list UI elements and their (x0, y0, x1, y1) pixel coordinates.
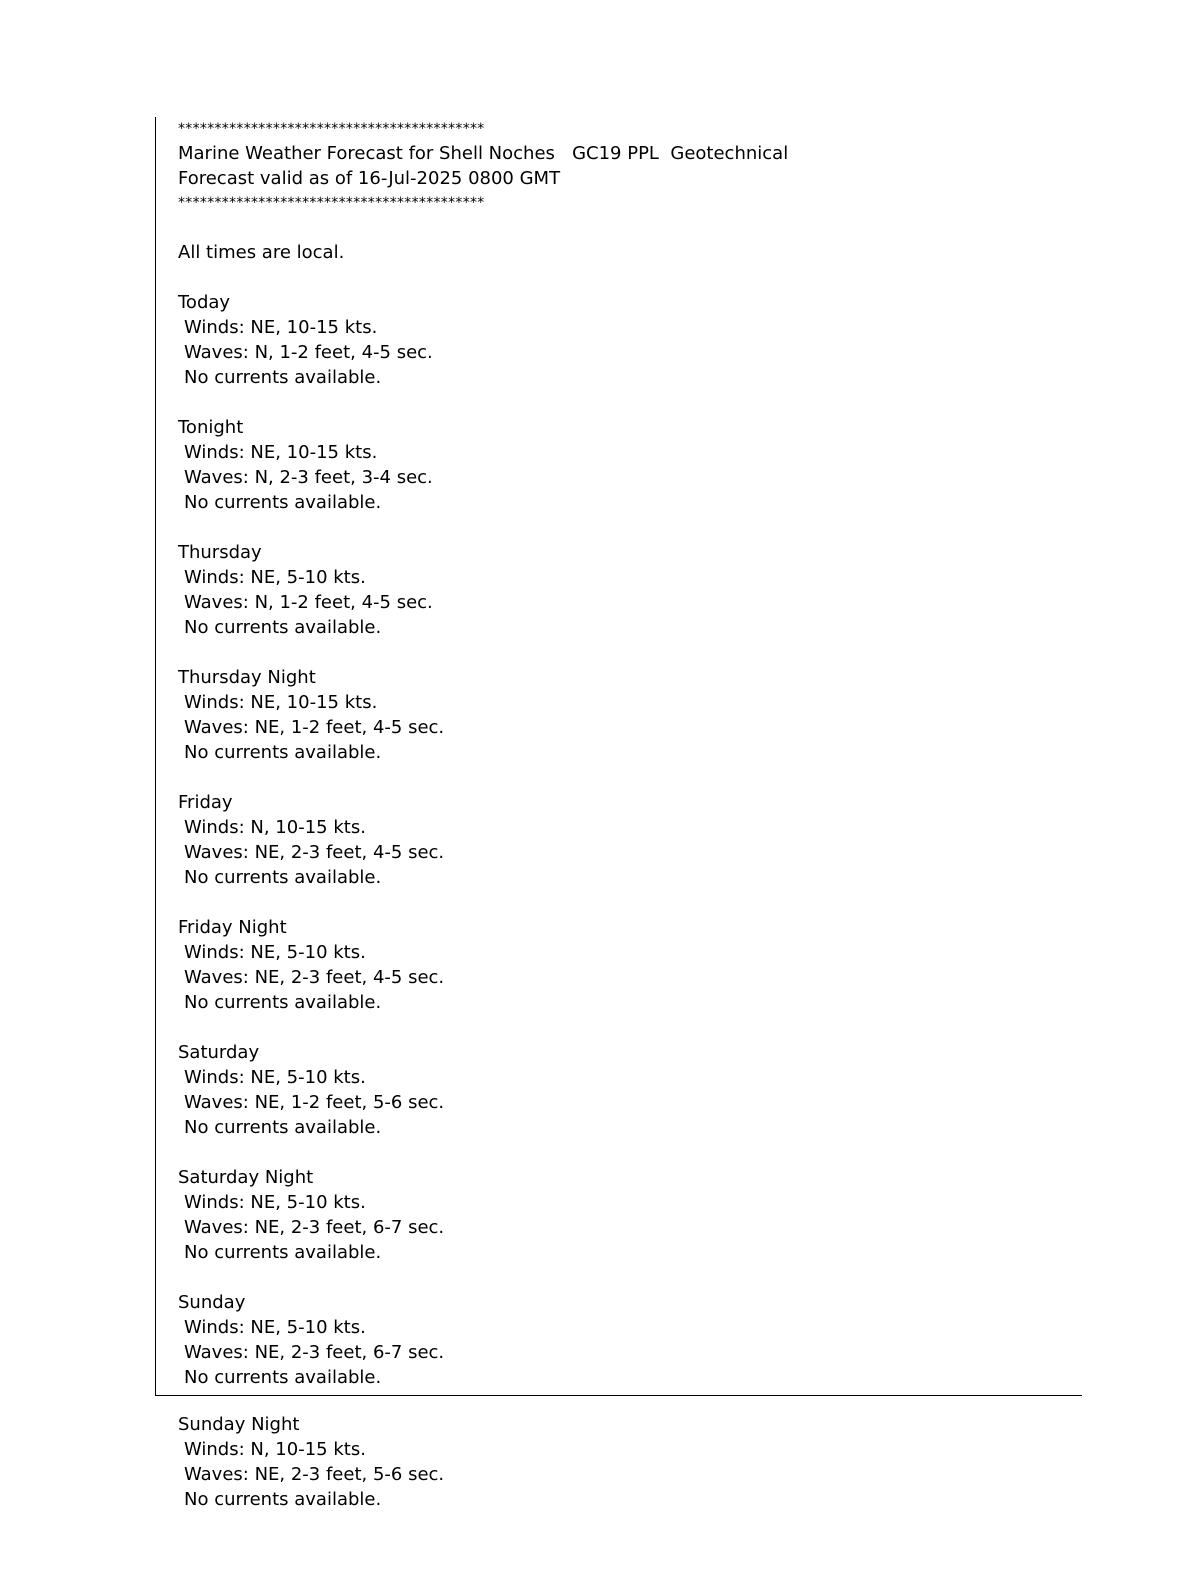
period-waves: Waves: NE, 1-2 feet, 4-5 sec. (184, 717, 445, 738)
period-name: Saturday Night (178, 1167, 314, 1188)
period-waves: Waves: NE, 2-3 feet, 6-7 sec. (184, 1217, 445, 1238)
forecast-period-friday-night (178, 915, 1078, 1040)
period-currents: No currents available. (184, 867, 382, 888)
spacer (178, 215, 1078, 240)
period-name: Today (178, 292, 231, 313)
spacer (178, 1015, 1078, 1040)
period-waves: Waves: NE, 2-3 feet, 4-5 sec. (184, 842, 445, 863)
period-winds: Winds: NE, 10-15 kts. (184, 317, 378, 338)
forecast-periods-page-two (178, 1412, 1078, 1512)
period-name: Tonight (178, 417, 244, 438)
period-name: Friday (178, 792, 233, 813)
period-name: Thursday (178, 542, 262, 563)
period-currents: No currents available. (184, 617, 382, 638)
period-waves: Waves: NE, 1-2 feet, 5-6 sec. (184, 1092, 445, 1113)
period-waves: Waves: N, 2-3 feet, 3-4 sec. (184, 467, 433, 488)
forecast-valid-time: Forecast valid as of 16-Jul-2025 0800 GMT (178, 168, 561, 189)
period-name: Thursday Night (178, 667, 316, 688)
period-winds: Winds: N, 10-15 kts. (184, 817, 366, 838)
period-winds: Winds: N, 10-15 kts. (184, 1439, 366, 1460)
forecast-period-sunday-night (178, 1412, 1078, 1512)
forecast-period-thursday (178, 540, 1078, 665)
period-currents: No currents available. (184, 1117, 382, 1138)
forecast-period-saturday-night (178, 1165, 1078, 1290)
spacer (178, 1265, 1078, 1290)
period-currents: No currents available. (184, 1242, 382, 1263)
period-name: Sunday (178, 1292, 246, 1313)
forecast-period-tonight (178, 415, 1078, 540)
forecast-period-sunday (178, 1290, 1078, 1390)
period-currents: No currents available. (184, 742, 382, 763)
period-currents: No currents available. (184, 367, 382, 388)
forecast-document (178, 117, 1078, 1390)
period-waves: Waves: NE, 2-3 feet, 5-6 sec. (184, 1464, 445, 1485)
period-waves: Waves: N, 1-2 feet, 4-5 sec. (184, 592, 433, 613)
spacer (178, 640, 1078, 665)
forecast-title: Marine Weather Forecast for Shell Noches GC19 PPL Geotechnical (178, 143, 789, 164)
spacer (178, 265, 1078, 290)
period-winds: Winds: NE, 5-10 kts. (184, 1067, 366, 1088)
forecast-period-thursday-night (178, 665, 1078, 790)
period-winds: Winds: NE, 5-10 kts. (184, 567, 366, 588)
forecast-periods-continued (178, 1412, 1078, 1512)
period-name: Sunday Night (178, 1414, 300, 1435)
document-frame-left-border (155, 117, 156, 1395)
time-note: All times are local. (178, 242, 345, 263)
spacer (178, 515, 1078, 540)
forecast-period-today (178, 290, 1078, 415)
period-waves: Waves: NE, 2-3 feet, 6-7 sec. (184, 1342, 445, 1363)
period-name: Saturday (178, 1042, 260, 1063)
period-waves: Waves: N, 1-2 feet, 4-5 sec. (184, 342, 433, 363)
spacer (178, 390, 1078, 415)
period-currents: No currents available. (184, 1367, 382, 1388)
period-currents: No currents available. (184, 1489, 382, 1510)
period-winds: Winds: NE, 5-10 kts. (184, 942, 366, 963)
period-winds: Winds: NE, 5-10 kts. (184, 1317, 366, 1338)
spacer (178, 765, 1078, 790)
document-frame-bottom-border (155, 1395, 1082, 1396)
header-stars-top: ****************************************** (178, 121, 485, 137)
period-waves: Waves: NE, 2-3 feet, 4-5 sec. (184, 967, 445, 988)
period-winds: Winds: NE, 5-10 kts. (184, 1192, 366, 1213)
spacer (178, 890, 1078, 915)
period-currents: No currents available. (184, 492, 382, 513)
period-name: Friday Night (178, 917, 287, 938)
forecast-periods (178, 290, 1078, 1390)
header-stars-bottom: ****************************************** (178, 195, 485, 211)
period-currents: No currents available. (184, 992, 382, 1013)
period-winds: Winds: NE, 10-15 kts. (184, 442, 378, 463)
period-winds: Winds: NE, 10-15 kts. (184, 692, 378, 713)
forecast-period-friday (178, 790, 1078, 915)
forecast-period-saturday (178, 1040, 1078, 1165)
spacer (178, 1140, 1078, 1165)
